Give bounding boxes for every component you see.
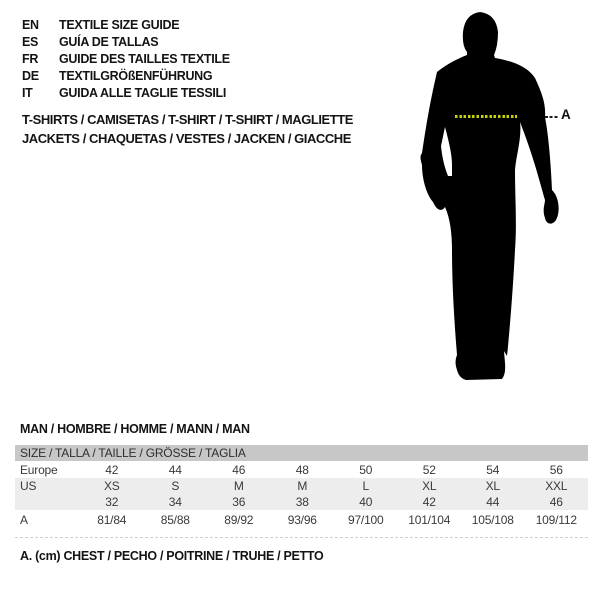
language-label: GUIDE DES TAILLES TEXTILE	[59, 51, 230, 66]
language-label: GUIDA ALLE TAGLIE TESSILI	[59, 85, 227, 100]
table-cell: 97/100	[347, 513, 384, 527]
table-cell: 42	[422, 495, 436, 509]
table-cell: XS	[103, 479, 120, 493]
category-line-tshirts: T-SHIRTS / CAMISETAS / T-SHIRT / T-SHIRT / MAGLIETTE	[22, 112, 353, 127]
language-code: IT	[22, 85, 33, 100]
language-code: FR	[22, 51, 39, 66]
table-cell: 44	[486, 495, 500, 509]
table-cell: 52	[422, 462, 436, 477]
row-label: A	[20, 513, 28, 527]
table-cell: 36	[232, 495, 246, 509]
table-cell: 109/112	[535, 513, 577, 527]
language-code: DE	[22, 68, 39, 83]
table-cell: 56	[549, 462, 563, 477]
man-silhouette	[412, 8, 564, 386]
language-label: TEXTILE SIZE GUIDE	[59, 17, 180, 32]
list-item	[22, 33, 230, 50]
table-cell: 48	[295, 462, 309, 477]
list-item	[22, 16, 230, 33]
language-label: TEXTILGRÖßENFÜHRUNG	[59, 68, 213, 83]
table-cell: 105/108	[471, 513, 514, 527]
footnote-chest: A. (cm) CHEST / PECHO / POITRINE / TRUHE / PETTO	[20, 549, 324, 563]
category-line-jackets: JACKETS / CHAQUETAS / VESTES / JACKEN / GIACCHE	[22, 131, 351, 146]
table-row-chest-a	[15, 510, 588, 530]
table-cell: XL	[422, 479, 437, 493]
row-label: US	[20, 479, 37, 493]
language-list	[22, 16, 230, 101]
table-cell: M	[233, 479, 244, 493]
table-bottom-divider	[15, 537, 588, 538]
table-cell: 44	[168, 462, 182, 477]
table-row-europe	[15, 461, 588, 478]
table-cell: XL	[485, 479, 500, 493]
chest-measure-dashes-on-body	[455, 115, 517, 118]
row-label: Europe	[20, 462, 58, 477]
table-cell: 32	[105, 495, 119, 509]
language-label: GUÍA DE TALLAS	[59, 34, 159, 49]
table-cell: 46	[549, 495, 563, 509]
table-cell: 42	[105, 462, 119, 477]
man-silhouette-svg	[412, 8, 564, 386]
table-cell: M	[297, 479, 308, 493]
table-cell: 81/84	[97, 513, 127, 527]
table-cell: 85/88	[160, 513, 190, 527]
table-cell: 54	[486, 462, 500, 477]
table-cell: 93/96	[287, 513, 317, 527]
list-item	[22, 67, 230, 84]
table-row-us	[15, 478, 588, 494]
table-cell: XXL	[545, 479, 568, 493]
table-cell: 40	[359, 495, 373, 509]
measure-label-a: A	[561, 107, 571, 122]
list-item	[22, 50, 230, 67]
table-cell: S	[171, 479, 180, 493]
chest-measure-dashes-outside	[545, 116, 559, 118]
table-cell: 50	[359, 462, 373, 477]
table-cell: 46	[232, 462, 246, 477]
language-code: EN	[22, 17, 39, 32]
size-table	[15, 445, 588, 538]
table-cell: L	[362, 479, 369, 493]
table-cell: 101/104	[408, 513, 451, 527]
table-cell: 34	[168, 495, 182, 509]
section-title-man: MAN / HOMBRE / HOMME / MANN / MAN	[20, 422, 250, 436]
table-row-us-numeric	[15, 494, 588, 510]
category-titles	[22, 110, 353, 148]
list-item	[22, 84, 230, 101]
size-table-header: SIZE / TALLA / TAILLE / GRÖSSE / TAGLIA	[15, 445, 588, 461]
table-cell: 89/92	[224, 513, 254, 527]
table-cell: 38	[295, 495, 309, 509]
language-code: ES	[22, 34, 39, 49]
